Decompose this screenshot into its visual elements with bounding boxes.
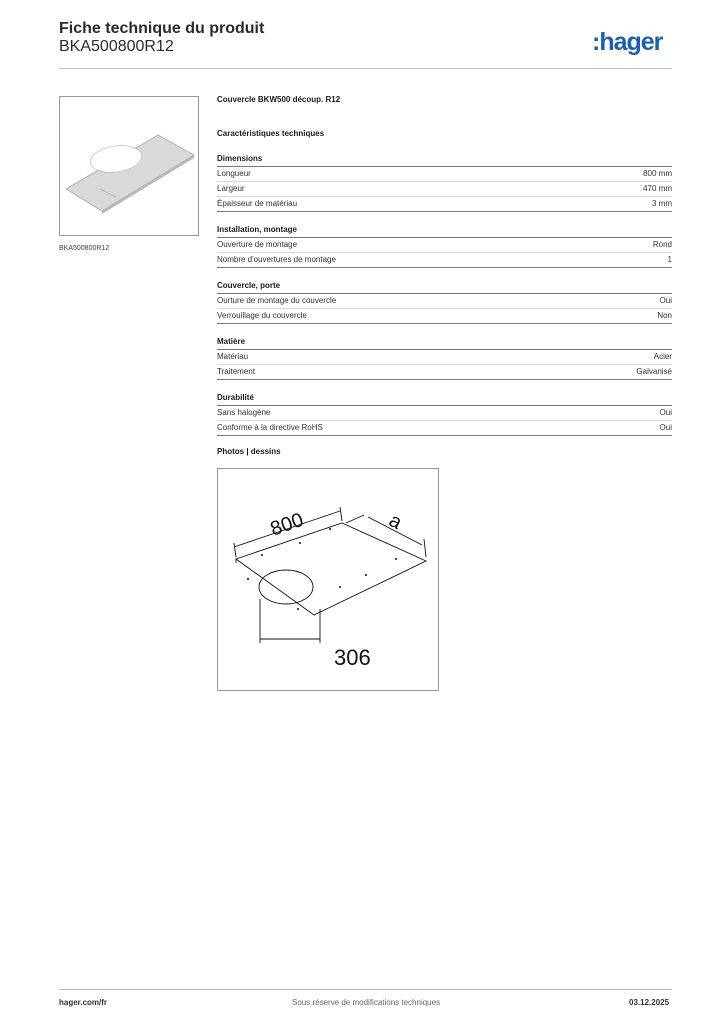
footer-website-link[interactable]: hager.com/fr (59, 998, 108, 1007)
spec-value: 470 mm (643, 184, 672, 193)
mounting-hole (329, 528, 331, 530)
spec-row (217, 238, 672, 253)
group-title: Matière (217, 335, 672, 350)
group-title: Durabilité (217, 391, 672, 406)
mounting-hole (365, 574, 367, 576)
offset-label: 306 (334, 645, 371, 670)
spec-row (217, 365, 672, 380)
spec-row (217, 421, 672, 436)
length-label: 800 (267, 508, 307, 541)
spec-value: Oui (659, 423, 672, 432)
spec-row (217, 182, 672, 197)
spec-value: Non (657, 311, 672, 320)
spec-label: Conforme à la directive RoHS (217, 423, 323, 432)
spec-value: 3 mm (652, 199, 672, 208)
page-title: Fiche technique du produit (59, 20, 265, 37)
spec-label: Longueur (217, 169, 251, 178)
spec-value: 1 (667, 255, 672, 264)
spec-group-dimensions (217, 152, 672, 212)
specifications (217, 95, 672, 456)
spec-label: Ouverture de montage (217, 240, 298, 249)
product-name: Couvercle BKW500 découp. R12 (217, 95, 341, 104)
dimension-drawing (217, 468, 439, 691)
thumbnail-caption: BKA500800R12 (59, 245, 110, 252)
spec-value: Acier (653, 352, 672, 361)
hager-logo: :hager (592, 28, 663, 56)
mounting-hole (339, 586, 341, 588)
spec-label: Matériau (217, 352, 249, 361)
group-title: Dimensions (217, 152, 672, 167)
spec-group-cover (217, 279, 672, 324)
spec-row (217, 197, 672, 212)
spec-label: Largeur (217, 184, 245, 193)
mounting-hole (395, 558, 397, 560)
spec-group-durability (217, 391, 672, 436)
spec-label: Sans halogène (217, 408, 271, 417)
spec-row (217, 294, 672, 309)
spec-label: Verrouillage du couvercle (217, 311, 307, 320)
spec-value: Rond (652, 240, 672, 249)
spec-value: Oui (659, 296, 672, 305)
spec-group-installation (217, 223, 672, 268)
spec-label: Traitement (217, 367, 255, 376)
spec-label: Épaisseur de matériau (217, 199, 298, 208)
mounting-hole (299, 542, 301, 544)
group-title: Installation, montage (217, 223, 672, 238)
footer-divider (59, 989, 672, 990)
mounting-hole (247, 578, 249, 580)
width-label: a (385, 509, 406, 535)
header-divider (59, 68, 672, 69)
round-opening (259, 570, 313, 604)
footer-date: 03.12.2025 (629, 998, 670, 1007)
group-title: Couvercle, porte (217, 279, 672, 294)
spec-row (217, 406, 672, 421)
cover-plate-image (60, 97, 198, 235)
photos-title: Photos | dessins (217, 447, 281, 456)
section-title: Caractéristiques techniques (217, 129, 325, 138)
mounting-hole (261, 554, 263, 556)
product-thumbnail (59, 96, 199, 236)
spec-value: Galvanisé (636, 367, 672, 376)
spec-group-material (217, 335, 672, 380)
footer-disclaimer: Sous réserve de modifications techniques (292, 998, 441, 1007)
spec-row (217, 350, 672, 365)
spec-value: Oui (659, 408, 672, 417)
spec-value: 800 mm (643, 169, 672, 178)
spec-label: Nombre d'ouvertures de montage (217, 255, 336, 264)
spec-label: Ourture de montage du couvercle (217, 296, 337, 305)
dimension-drawing-svg (218, 469, 438, 690)
spec-row (217, 167, 672, 182)
spec-row (217, 309, 672, 324)
spec-row (217, 253, 672, 268)
product-code: BKA500800R12 (59, 38, 174, 55)
mounting-hole (297, 608, 299, 610)
